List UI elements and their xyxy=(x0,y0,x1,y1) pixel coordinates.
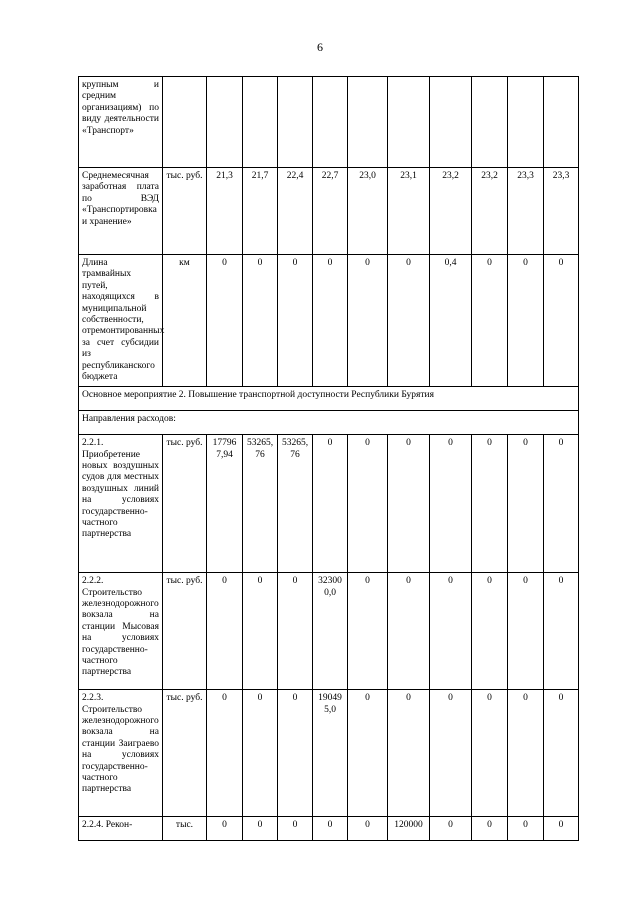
value-cell: 323000,0 xyxy=(313,573,348,690)
indicator-name: 2.2.1. Приобретение новых воздушных судов для местных воздушных линий на условиях государственно-частного партнерства xyxy=(79,435,163,573)
indicator-name: 2.2.4. Рекон- xyxy=(79,817,163,841)
unit-cell xyxy=(163,77,207,168)
table-row xyxy=(79,435,579,573)
value-cell xyxy=(278,77,313,168)
table-row xyxy=(79,77,579,168)
value-cell: 0 xyxy=(348,435,388,573)
value-cell: 0 xyxy=(243,255,278,387)
value-cell: 0 xyxy=(243,690,278,817)
table-row xyxy=(79,255,579,387)
value-cell: 0 xyxy=(430,817,472,841)
value-cell: 22,7 xyxy=(313,168,348,255)
value-cell: 0 xyxy=(278,573,313,690)
value-cell xyxy=(243,77,278,168)
value-cell: 0 xyxy=(508,255,544,387)
value-cell: 0 xyxy=(472,690,508,817)
value-cell xyxy=(508,77,544,168)
unit-cell: тыс. руб. xyxy=(163,435,207,573)
section-heading: Направления расходов: xyxy=(79,411,579,435)
value-cell: 0 xyxy=(243,817,278,841)
value-cell: 0 xyxy=(313,435,348,573)
value-cell: 0 xyxy=(508,690,544,817)
value-cell: 177967,94 xyxy=(207,435,243,573)
value-cell: 0 xyxy=(430,435,472,573)
value-cell: 0 xyxy=(508,817,544,841)
value-cell: 0 xyxy=(348,573,388,690)
value-cell: 0 xyxy=(348,255,388,387)
value-cell: 23,1 xyxy=(388,168,430,255)
value-cell: 23,2 xyxy=(430,168,472,255)
value-cell: 53265,76 xyxy=(278,435,313,573)
value-cell: 0 xyxy=(472,435,508,573)
value-cell: 0 xyxy=(348,690,388,817)
value-cell: 0 xyxy=(544,435,579,573)
value-cell: 0 xyxy=(388,255,430,387)
value-cell: 0 xyxy=(388,690,430,817)
value-cell: 0 xyxy=(508,435,544,573)
indicator-name: крупным и средним организациям) по виду деятельности «Транспорт» xyxy=(79,77,163,168)
value-cell: 0 xyxy=(472,817,508,841)
value-cell: 0 xyxy=(544,573,579,690)
unit-cell: км xyxy=(163,255,207,387)
value-cell xyxy=(207,77,243,168)
value-cell: 23,0 xyxy=(348,168,388,255)
section-heading: Основное мероприятие 2. Повышение транспортной доступности Республики Бурятия xyxy=(79,387,579,411)
value-cell: 0 xyxy=(544,255,579,387)
indicator-name: 2.2.3. Строительство железнодорожного вокзала на станции Заиграево на условиях государственно-частного партнерства xyxy=(79,690,163,817)
table-row xyxy=(79,168,579,255)
value-cell: 0 xyxy=(544,817,579,841)
value-cell xyxy=(430,77,472,168)
page-number: 6 xyxy=(317,40,323,54)
value-cell: 190495,0 xyxy=(313,690,348,817)
value-cell: 0 xyxy=(472,573,508,690)
value-cell: 23,3 xyxy=(544,168,579,255)
value-cell: 0 xyxy=(207,255,243,387)
value-cell xyxy=(313,77,348,168)
unit-cell: тыс. руб. xyxy=(163,168,207,255)
value-cell: 21,3 xyxy=(207,168,243,255)
value-cell: 22,4 xyxy=(278,168,313,255)
value-cell xyxy=(472,77,508,168)
value-cell: 23,3 xyxy=(508,168,544,255)
value-cell: 0 xyxy=(430,690,472,817)
value-cell: 21,7 xyxy=(243,168,278,255)
value-cell: 0 xyxy=(313,817,348,841)
value-cell: 23,2 xyxy=(472,168,508,255)
value-cell: 0 xyxy=(348,817,388,841)
table-row xyxy=(79,817,579,841)
indicator-name: Среднемесячная заработная плата по ВЭД «Транспортировка и хранение» xyxy=(79,168,163,255)
section-row xyxy=(79,387,579,411)
value-cell: 0 xyxy=(207,817,243,841)
value-cell: 0 xyxy=(278,255,313,387)
value-cell: 0 xyxy=(388,435,430,573)
value-cell xyxy=(544,77,579,168)
value-cell: 0 xyxy=(278,817,313,841)
value-cell: 0 xyxy=(388,573,430,690)
value-cell xyxy=(348,77,388,168)
value-cell xyxy=(388,77,430,168)
value-cell: 0 xyxy=(430,573,472,690)
table-row xyxy=(79,573,579,690)
value-cell: 0 xyxy=(508,573,544,690)
indicator-name: 2.2.2. Строительство железнодорожного вокзала на станции Мысовая на условиях государственно-частного партнерства xyxy=(79,573,163,690)
value-cell: 0 xyxy=(278,690,313,817)
value-cell: 0 xyxy=(207,573,243,690)
value-cell: 0 xyxy=(243,573,278,690)
value-cell: 0 xyxy=(544,690,579,817)
unit-cell: тыс. руб. xyxy=(163,690,207,817)
value-cell: 0 xyxy=(207,690,243,817)
table-row xyxy=(79,690,579,817)
value-cell: 0 xyxy=(313,255,348,387)
value-cell: 53265,76 xyxy=(243,435,278,573)
value-cell: 0,4 xyxy=(430,255,472,387)
value-cell: 120000 xyxy=(388,817,430,841)
value-cell: 0 xyxy=(472,255,508,387)
section-row xyxy=(79,411,579,435)
unit-cell: тыс. руб. xyxy=(163,573,207,690)
unit-cell: тыс. xyxy=(163,817,207,841)
indicators-table xyxy=(78,76,579,841)
indicator-name: Длина трамвайных путей, находящихся в муниципальной собственности, отремонтированных за счет субсидии из республиканского бюджета xyxy=(79,255,163,387)
